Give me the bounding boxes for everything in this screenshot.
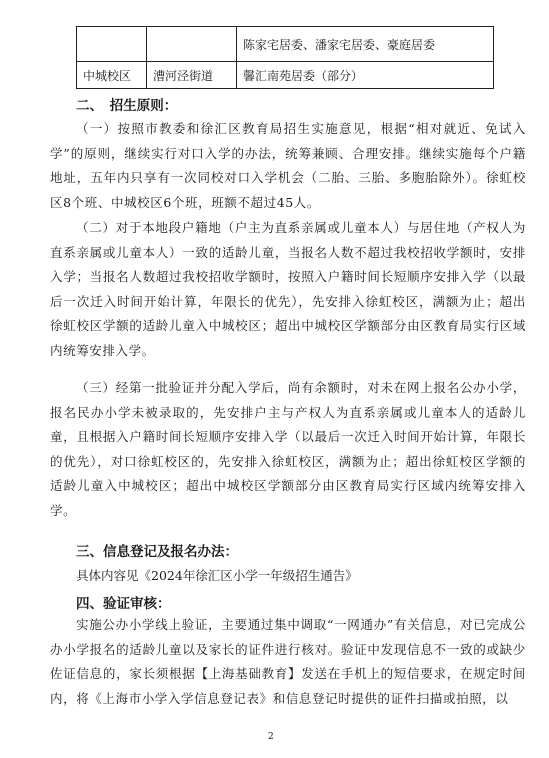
street-cell: 漕河泾街道 (147, 62, 237, 89)
paragraph-text: （三）经第一批验证并分配入学后，尚有余额时，对未在网上报名公办小学，报名民办小学未被录取的，先安排户主与产权人为直系亲属或儿童本人的适龄儿童，且根据入户籍时间长短顺序安排入学（以最后一次迁入时间开始计算，年限长的优先），对口徐虹校区的，先安排入徐虹校区，满额为止；超出徐虹校区学额的适龄儿童入中城校区；超出中城校区学额部分由区教育局实行区域内统筹安排入学。 (50, 380, 526, 518)
section-heading-enrollment-principles: 二、 招生原则： (76, 98, 178, 114)
section-heading-verification: 四、验证审核： (76, 596, 171, 612)
paragraph-text: （二）对于本地段户籍地（户主为直系亲属或儿童本人）与居住地（产权人为直系亲属或儿童本人）一致的适龄儿童，当报名人数不超过我校招收学额时，安排入学；当报名人数超过我校招收学额时，按照入户籍时间长短顺序安排入学（以最后一次迁入时间开始计算，年限长的优先），先安排入徐虹校区，满额为止；超出徐虹校区学额的适龄儿童入中城校区；超出中城校区学额部分由区教育局实行区域内统筹安排入学。 (50, 220, 526, 358)
enrollment-zone-table (76, 26, 494, 89)
table-row (77, 62, 494, 89)
street-cell (147, 27, 237, 62)
campus-cell: 中城校区 (77, 62, 147, 89)
committee-cell: 馨汇南苑居委（部分） (237, 62, 494, 89)
table-row (77, 27, 494, 62)
committee-cell: 陈家宅居委、潘家宅居委、豪庭居委 (237, 27, 494, 62)
paragraph-text: 实施公办小学线上验证，主要通过集中调取“一网通办”有关信息，对已完成公办小学报名的适龄儿童以及家长的证件进行核对。验证中发现信息不一致的或缺少佐证信息的，家长须根据【上海基础教育】发送在手机上的短信要求，在规定时间内，将《上海市小学入学信息登记表》和信息登记时提供的证件扫描或拍照，以 (50, 617, 526, 706)
registration-reference-text: 具体内容见《2024年徐汇区小学一年级招生通告》 (76, 568, 358, 583)
paragraph-principle-2 (50, 216, 526, 363)
paragraph-text: （一）按照市教委和徐汇区教育局招生实施意见，根据“相对就近、免试入学”的原则，继续实行对口入学的办法，统筹兼顾、合理安排。继续实施每个户籍地址，五年内只享有一次同校对口入学机会（二胎、三胎、多胞胎除外）。徐虹校区8个班、中城校区6个班，班额不超过45人。 (50, 121, 526, 210)
paragraph-principle-1 (50, 117, 526, 215)
page-number: 2 (268, 732, 274, 742)
paragraph-principle-3 (50, 376, 526, 523)
paragraph-verification (50, 613, 526, 711)
section-heading-registration: 三、信息登记及报名办法： (76, 544, 238, 560)
campus-cell (77, 27, 147, 62)
